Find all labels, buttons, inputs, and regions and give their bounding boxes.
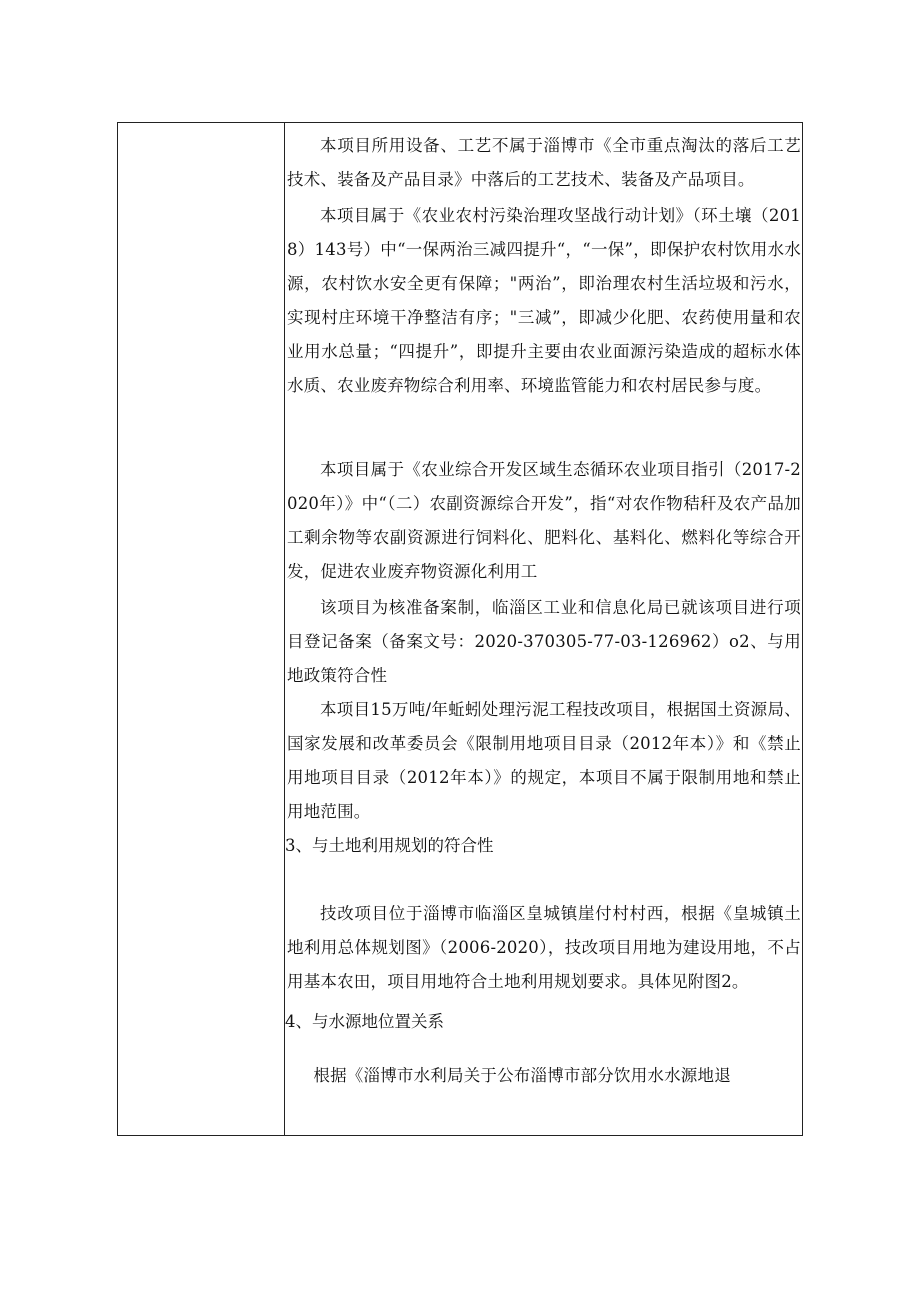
section3-paragraph: 技改项目位于淄博市临淄区皇城镇崖付村村西，根据《皇城镇土地利用总体规划图》（2006-2020），技改项目用地为建设用地，不占用基本农田，项目用地符合土地利用规划要求。具体见附图2。 xyxy=(287,904,801,991)
paragraph-equipment-compliance: 本项目所用设备、工艺不属于淄博市《全市重点淘汰的落后工艺技术、装备及产品目录》中落后的工艺技术、装备及产品项目。 xyxy=(287,136,801,189)
table-left-cell xyxy=(118,123,285,1135)
paragraph-registration-record: 该项目为核准备案制，临淄区工业和信息化局已就该项目进行项目登记备案（备案文号：2020-370305-77-03-126962）o2、与用地政策符合性 xyxy=(287,598,801,685)
table-right-cell xyxy=(285,123,802,1135)
paragraph-pollution-control-plan: 本项目属于《农业农村污染治理攻坚战行动计划》（环土壤（2018）143号）中“一保两治三减四提升“，“一保”，即保护农村饮用水水源，农村饮水安全更有保障；"两治”，即治理农村生活垃圾和污水，实现村庄环境干净整洁有序；"三减”，即减少化肥、农药使用量和农业用水总量；“四提升”，即提升主要由农业面源污染造成的超标水体水质、农业废弃物综合利用率、环境监管能力和农村居民参与度。 xyxy=(287,206,801,395)
paragraph-land-policy: 本项目15万吨/年蚯蚓处理污泥工程技改项目，根据国土资源局、国家发展和改革委员会《限制用地项目目录（2012年本）》和《禁止用地项目目录（2012年本）》的规定，本项目不属于限制用地和禁止用地范围。 xyxy=(287,700,801,821)
section4-heading: 4、与水源地位置关系 xyxy=(285,1012,444,1031)
content-table xyxy=(117,122,803,1136)
paragraph-ecological-agriculture: 本项目属于《农业综合开发区域生态循环农业项目指引（2017-2020年）》中“（二）农副资源综合开发”，指“对农作物秸秆及农产品加工剩余物等农副资源进行饲料化、肥料化、基料化、燃料化等综合开发，促进农业废弃物资源化利用工 xyxy=(287,460,801,581)
section4-paragraph: 根据《淄博市水利局关于公布淄博市部分饮用水水源地退 xyxy=(313,1066,731,1085)
section3-heading: 3、与土地利用规划的符合性 xyxy=(285,836,494,855)
